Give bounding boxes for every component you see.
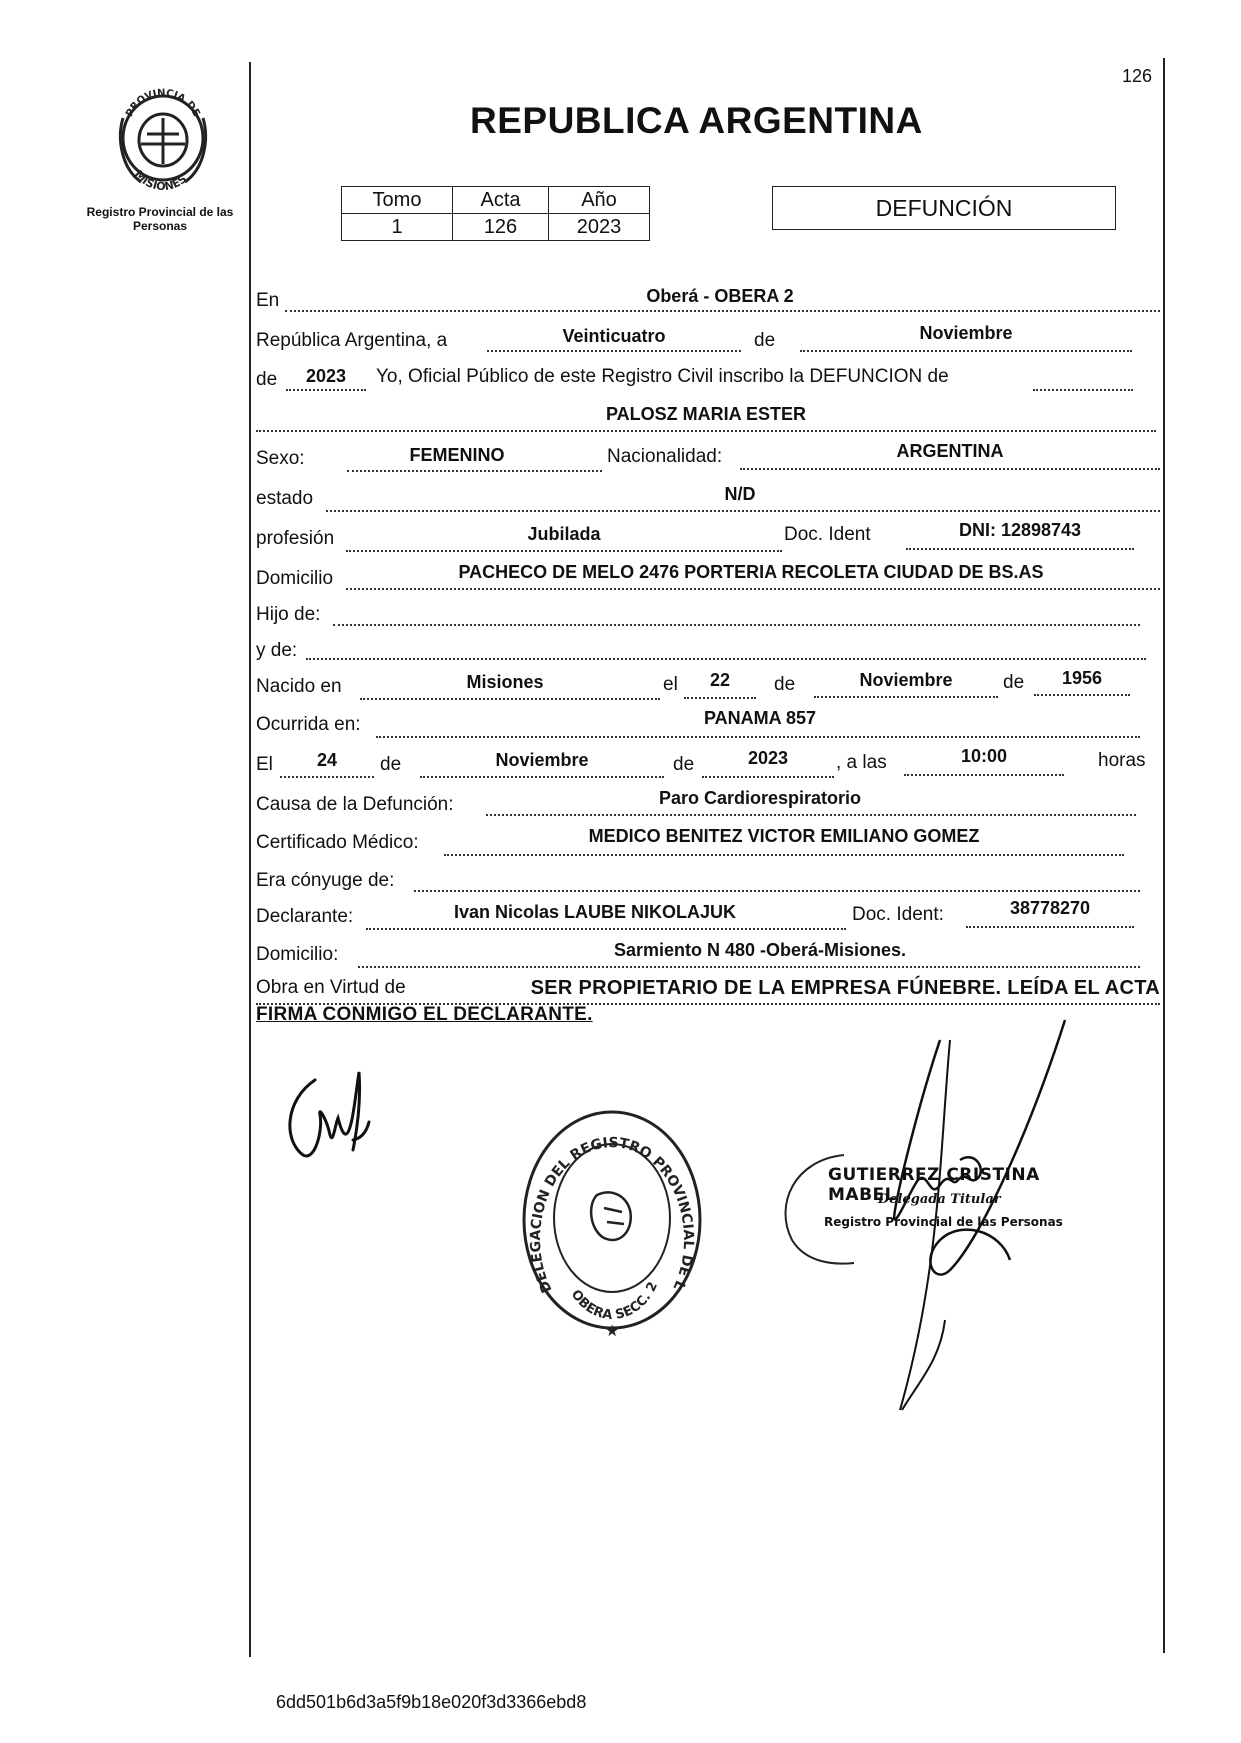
header-tomo: Tomo [342,187,453,214]
label-domicilio: Domicilio [256,568,334,589]
dotline-documento [906,548,1134,550]
value-def-dia: 24 [316,750,338,770]
label-profesion: profesión [256,528,335,549]
dotline-nac-dia [684,697,756,699]
label-declarante: Declarante: [256,906,354,927]
label-hijo-de: Hijo de: [256,604,321,625]
label-domicilio-declarante: Domicilio: [256,944,339,965]
official-title: Delegada Titular [878,1192,1001,1207]
value-dia: Veinticuatro [562,326,666,346]
value-acta: 126 [453,214,549,241]
label-conyuge: Era cónyuge de: [256,870,395,891]
value-obra-1: SER PROPIETARIO DE LA EMPRESA FÚNEBRE. LEÍDA EL ACTA [530,977,1160,999]
document-type-box: DEFUNCIÓN [772,186,1116,230]
header-acta: Acta [453,187,549,214]
dotline-estado [326,510,1160,512]
value-decl-doc: 38778270 [1009,898,1091,918]
value-nac-anio: 1956 [1061,668,1103,688]
dotline-yo-end [1033,389,1133,391]
label-doc-ident: Doc. Ident [784,524,871,545]
header-anio: Año [549,187,650,214]
seal-top-text: PROVINCIA DE [124,87,202,119]
label-el-fecha: El [256,754,273,775]
value-nacionalidad: ARGENTINA [896,441,1004,461]
value-nacido-en: Misiones [466,672,544,692]
value-causa: Paro Cardiorespiratorio [658,788,862,808]
label-de-nac-mes: de [774,674,796,695]
value-certificado: MEDICO BENITEZ VICTOR EMILIANO GOMEZ [588,826,980,846]
label-republica: República Argentina, a [256,330,448,351]
dotline-hijo-de [333,624,1140,626]
dotline-dia [487,350,741,352]
label-ocurrida: Ocurrida en: [256,714,361,735]
label-sexo: Sexo: [256,448,305,469]
label-causa: Causa de la Defunción: [256,794,454,815]
dotline-nombre [256,430,1156,432]
dotline-anio [286,389,366,391]
value-domicilio: PACHECO DE MELO 2476 PORTERIA RECOLETA CIUDAD DE BS.AS [458,562,1044,582]
label-el: el [663,674,678,695]
declarant-signature [275,1060,395,1170]
obra-line-1 [256,977,1160,1000]
value-profesion: Jubilada [527,524,601,544]
dotline-mes [800,350,1132,352]
star-icon: ★ [605,1323,620,1340]
dotline-sexo [347,470,602,472]
value-hora: 10:00 [960,746,1008,766]
dotline-lugar [285,310,1160,312]
dotline-nac-anio [1034,694,1130,696]
label-en: En [256,290,280,311]
value-nac-mes: Noviembre [859,670,953,690]
value-obra-2: FIRMA CONMIGO EL DECLARANTE. [256,1004,593,1025]
dotline-domicilio [346,588,1160,590]
value-anio: 2023 [305,366,347,386]
record-table [341,186,650,241]
label-doc-ident-declarante: Doc. Ident: [852,904,944,925]
value-documento: DNI: 12898743 [958,520,1082,540]
dotline-causa [486,814,1136,816]
value-def-anio: 2023 [747,748,789,768]
label-certificado: Certificado Médico: [256,832,419,853]
label-de-mes: de [754,330,776,351]
dotline-def-anio [702,776,834,778]
value-anio: 2023 [549,214,650,241]
value-sexo: FEMENINO [409,445,505,465]
dotline-conyuge [414,890,1140,892]
label-a-las: , a las [836,752,887,773]
seal-emblem-icon [107,78,219,190]
value-tomo: 1 [342,214,453,241]
registry-label: Registro Provincial de las Personas [86,205,234,233]
label-de-nac-anio: de [1003,672,1025,693]
oval-stamp-bottom-text: OBERA SECC. 2 [567,1279,661,1324]
page-number: 126 [1122,66,1153,86]
dotline-declarante [366,928,846,930]
dotline-nacido-en [360,698,660,700]
dotline-def-dia [280,776,374,778]
value-ocurrida: PANAMA 857 [703,708,817,728]
value-nac-dia: 22 [709,670,731,690]
label-de-def-anio: de [673,754,695,775]
dotline-decl-doc [966,926,1134,928]
official-signature [800,1010,1120,1420]
dotline-ocurrida [376,736,1140,738]
dotline-nac-mes [814,696,998,698]
document-hash: 6dd501b6d3a5f9b18e020f3d3366ebd8 [276,1692,587,1712]
value-mes: Noviembre [919,323,1013,343]
label-yo-oficial: Yo, Oficial Público de este Registro Civil inscribo la DEFUNCION de [376,366,949,387]
label-estado: estado [256,488,314,509]
right-margin-line [1163,58,1165,1653]
dotline-decl-domicilio [358,966,1140,968]
dotline-obra-1 [256,1003,1160,1005]
dotline-y-de [306,658,1146,660]
official-signature-scribble-icon [800,1010,1120,1420]
value-declarante: Ivan Nicolas LAUBE NIKOLAJUK [453,902,737,922]
dotline-certificado [444,854,1124,856]
label-y-de: y de: [256,640,298,661]
record-header-row [342,187,650,214]
oval-stamp-text: DELEGACION DEL REGISTRO PROVINCIAL DE L [527,1135,697,1296]
seal-bottom-text: MISIONES [131,167,190,190]
left-margin-line [249,62,251,1657]
page-title: REPUBLICA ARGENTINA [470,100,923,141]
label-obra: Obra en Virtud de [256,977,406,998]
value-lugar: Oberá - OBERA 2 [646,286,794,306]
dotline-nacionalidad [740,468,1160,470]
delegation-oval-stamp [512,1100,712,1340]
record-value-row [342,214,650,241]
dotline-hora [904,774,1064,776]
official-name: GUTIERREZ CRISTINA MABEL [828,1165,1040,1205]
dotline-profesion [346,550,782,552]
oval-stamp-icon [512,1100,712,1340]
label-horas: horas [1098,750,1146,771]
label-de-anio: de [256,369,278,390]
label-nacido-en: Nacido en [256,676,342,697]
value-nombre: PALOSZ MARIA ESTER [605,404,806,424]
label-de-def-mes: de [380,754,402,775]
value-def-mes: Noviembre [495,750,589,770]
value-decl-domicilio: Sarmiento N 480 -Oberá-Misiones. [613,940,907,960]
signature-scribble-icon [275,1060,395,1170]
official-registry: Registro Provincial de las Personas [824,1215,1063,1229]
provincial-seal [107,78,219,190]
dotline-def-mes [420,776,664,778]
label-nacionalidad: Nacionalidad: [607,446,723,467]
value-estado: N/D [724,484,756,504]
